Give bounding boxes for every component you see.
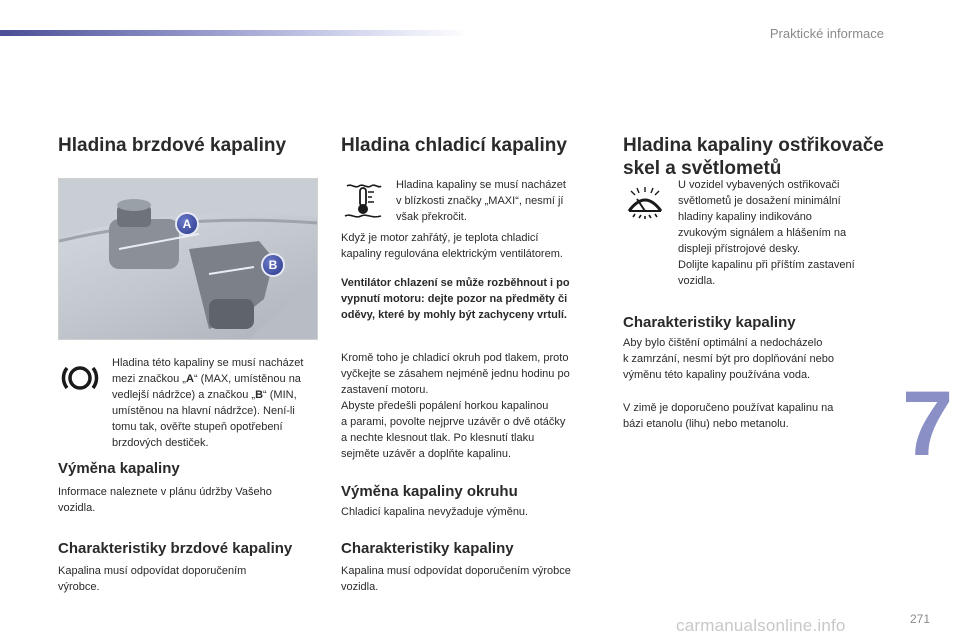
watermark: carmanualsonline.info <box>676 616 846 635</box>
washer-spec-title: Charakteristiky kapaliny <box>623 314 796 331</box>
coolant-replace-text <box>341 504 611 520</box>
title-line: Hladina kapaliny ostřikovače <box>623 135 884 156</box>
brake-note-line: umístěnou na hlavní nádržce). Není-li <box>112 405 295 417</box>
text-line: světlometů je dosažení minimální <box>678 195 841 207</box>
header-color-bar <box>0 30 470 36</box>
text-line: sejměte uzávěr a doplňte kapalinu. <box>341 448 511 460</box>
text-line: Kromě toho je chladicí okruh pod tlakem, proto <box>341 352 569 364</box>
coolant-title: Hladina chladicí kapaliny <box>341 135 567 156</box>
text-line: Hladina kapaliny se musí nacházet <box>396 179 566 191</box>
marker-a-ref: A <box>185 373 194 385</box>
brake-note-line: vedlejší nádržce) a značkou „B“ (MIN, <box>112 389 297 401</box>
brake-replace-text <box>58 484 318 516</box>
text-line: Kapalina musí odpovídat doporučením výrobce <box>341 565 571 577</box>
text-line: oděvy, které by mohly být zachyceny vrtulí. <box>341 309 567 321</box>
brake-spec-text <box>58 563 318 595</box>
text-line: Kapalina musí odpovídat doporučením <box>58 565 247 577</box>
text-line: Dolijte kapalinu při příštím zastavení <box>678 259 855 271</box>
text-line: Chladicí kapalina nevyžaduje výměnu. <box>341 506 529 518</box>
text-line: Ventilátor chlazení se může rozběhnout i po <box>341 277 570 289</box>
brake-note-line: Hladina této kapaliny se musí nacházet <box>112 357 304 369</box>
text-line: Informace naleznete v plánu údržby Vašeho <box>58 486 272 498</box>
text-line: k zamrzání, nesmí být pro doplňování nebo <box>623 353 834 365</box>
fan-warning-text <box>341 275 611 323</box>
text-line: hladiny kapaliny indikováno <box>678 211 812 223</box>
text-line: výměnu této kapaliny používána voda. <box>623 369 811 381</box>
marker-b-badge: B <box>263 255 283 275</box>
page-number: 271 <box>910 612 931 626</box>
text-line: vozidla. <box>341 581 379 593</box>
text-line: Když je motor zahřátý, je teplota chladicí <box>341 232 539 244</box>
brake-level-note <box>112 355 322 451</box>
text-line: Abyste předešli popálení horkou kapalinou <box>341 400 549 412</box>
marker-b-ref: B <box>255 389 264 401</box>
brake-warning-icon <box>58 356 102 400</box>
text-line: vozidla. <box>678 275 716 287</box>
coolant-temperature-icon <box>341 178 385 222</box>
text-line: zvukovým signálem a hlášením na <box>678 227 847 239</box>
text-line: vypnutí motoru: dejte pozor na předměty či <box>341 293 568 305</box>
text-line: zastavení motoru. <box>341 384 429 396</box>
text-line: bázi etanolu (lihu) nebo metanolu. <box>623 418 789 430</box>
text-line: U vozidel vybavených ostřikovači <box>678 179 840 191</box>
coolant-spec-text <box>341 563 611 595</box>
brake-reservoir-photo <box>58 178 318 340</box>
coolant-pressure-text <box>341 350 611 462</box>
brake-fluid-title: Hladina brzdové kapaliny <box>58 135 287 156</box>
brake-note-line: tomu tak, ověřte stupeň opotřebení <box>112 421 283 433</box>
washer-spec-text <box>623 335 883 383</box>
text-line: Aby bylo čištění optimální a nedocházelo <box>623 337 823 349</box>
marker-a-badge: A <box>177 214 197 234</box>
text-line: vyčkejte se zásahem nejméně jednu hodinu po <box>341 368 570 380</box>
text-line: v blízkosti značky „MAXI“, nesmí jí <box>396 195 564 207</box>
text-line: displeji přístrojové desky. <box>678 243 801 255</box>
brake-note-line: brzdových destiček. <box>112 437 209 449</box>
washer-level-note <box>678 177 898 289</box>
text-line: vozidla. <box>58 502 96 514</box>
coolant-fan-text <box>341 230 611 262</box>
washer-fluid-icon <box>623 181 667 225</box>
chapter-number: 7 <box>902 373 954 475</box>
section-label: Praktické informace <box>769 26 884 41</box>
title-line: skel a světlometů <box>623 158 782 179</box>
brake-spec-title: Charakteristiky brzdové kapaliny <box>58 540 293 557</box>
coolant-replace-title: Výměna kapaliny okruhu <box>341 483 518 500</box>
text-line: a parami, povolte nejprve uzávěr o dvě otáčky <box>341 416 566 428</box>
text-line: V zimě je doporučeno používat kapalinu na <box>623 402 834 414</box>
coolant-spec-title: Charakteristiky kapaliny <box>341 540 514 557</box>
washer-fluid-title <box>623 134 913 180</box>
text-line: však překročit. <box>396 211 467 223</box>
coolant-level-note <box>396 177 596 225</box>
text-line: kapaliny regulována elektrickým ventilátorem. <box>341 248 563 260</box>
brake-note-line: mezi značkou „A“ (MAX, umístěnou na <box>112 373 301 385</box>
text-line: a nechte klesnout tlak. Po klesnutí tlaku <box>341 432 535 444</box>
brake-replace-title: Výměna kapaliny <box>58 460 180 477</box>
text-line: výrobce. <box>58 581 100 593</box>
washer-winter-text <box>623 400 883 432</box>
